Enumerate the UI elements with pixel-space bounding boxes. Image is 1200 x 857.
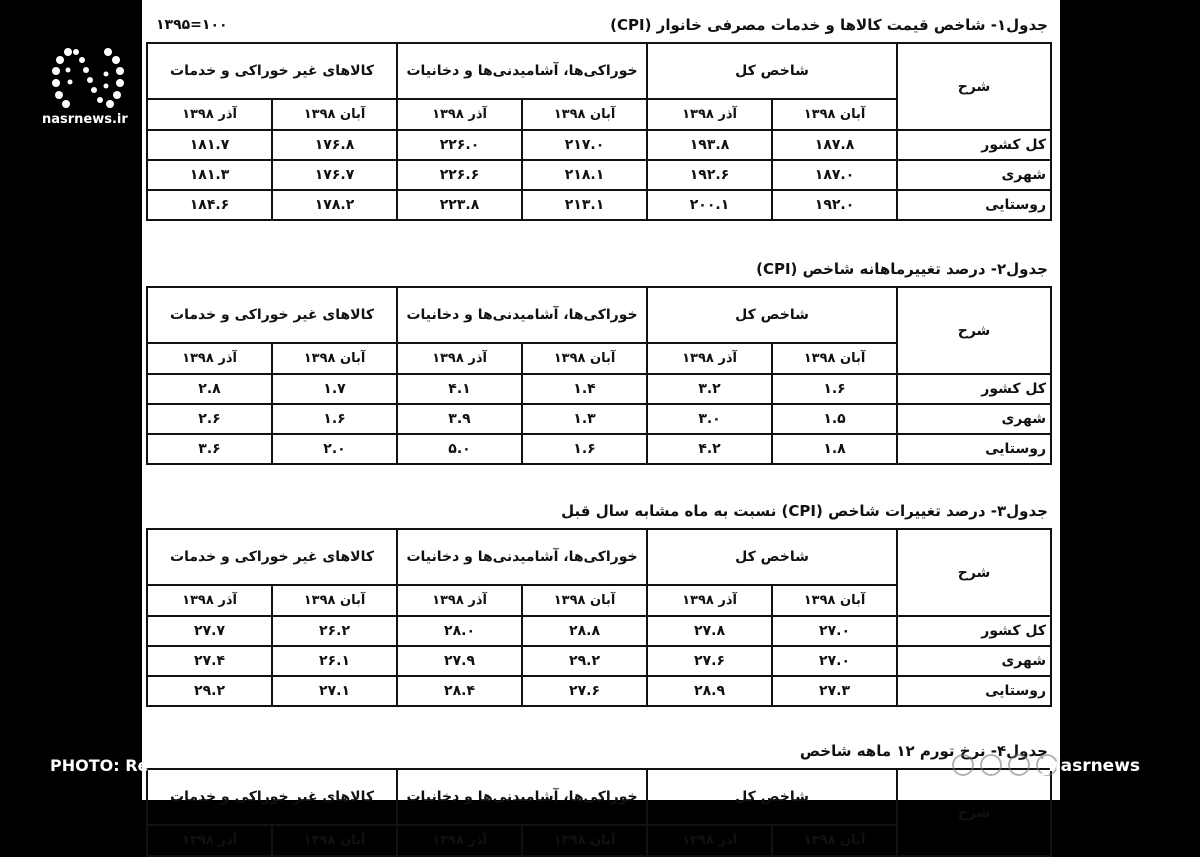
value-cell: ۲۸.۸: [522, 616, 647, 646]
month-header: آبان ۱۳۹۸: [272, 343, 397, 374]
value-cell: ۱۸۱.۷: [147, 130, 272, 160]
value-cell: ۲۷.۰: [772, 646, 897, 676]
group-header: خوراکی‌ها، آشامیدنی‌ها و دخانیات: [397, 43, 647, 99]
value-cell: ۱.۵: [772, 404, 897, 434]
group-header: کالاهای غیر خوراکی و خدمات: [147, 529, 397, 585]
month-header: آبان ۱۳۹۸: [522, 99, 647, 130]
table-title: جدول۴- نرخ تورم ۱۲ ماهه شاخص: [799, 742, 1048, 760]
table-row: [147, 404, 1051, 434]
month-header: آذر ۱۳۹۸: [397, 99, 522, 130]
value-cell: ۱.۳: [522, 404, 647, 434]
value-cell: ۲۷.۶: [522, 676, 647, 706]
month-header: آذر ۱۳۹۸: [647, 99, 772, 130]
month-header: آذر ۱۳۹۸: [147, 585, 272, 616]
value-cell: ۳.۹: [397, 404, 522, 434]
month-header: آبان ۱۳۹۸: [772, 99, 897, 130]
row-label-header: شرح: [897, 769, 1051, 856]
value-cell: ۱۹۲.۰: [772, 190, 897, 220]
twitter-icon: [1008, 754, 1030, 776]
value-cell: ۲۷.۶: [647, 646, 772, 676]
month-header: آذر ۱۳۹۸: [147, 825, 272, 856]
value-cell: ۲۷.۱: [272, 676, 397, 706]
value-cell: ۲۶.۱: [272, 646, 397, 676]
value-cell: ۱۸۷.۰: [772, 160, 897, 190]
document-page: [142, 0, 1060, 848]
row-label-header: شرح: [897, 529, 1051, 616]
month-header: آذر ۱۳۹۸: [647, 343, 772, 374]
value-cell: ۱۸۷.۸: [772, 130, 897, 160]
value-cell: ۲۲۳.۸: [397, 190, 522, 220]
instagram-icon: [952, 754, 974, 776]
row-label-header: شرح: [897, 43, 1051, 130]
month-header: آذر ۱۳۹۸: [647, 825, 772, 856]
month-header: آبان ۱۳۹۸: [772, 343, 897, 374]
region-label: کل کشور: [897, 130, 1051, 160]
month-header: آبان ۱۳۹۸: [772, 825, 897, 856]
header-row: [147, 43, 1051, 99]
region-label: شهری: [897, 160, 1051, 190]
group-header: کالاهای غیر خوراکی و خدمات: [147, 769, 397, 825]
cpi-table: [146, 528, 1052, 707]
value-cell: ۲۷.۳: [772, 676, 897, 706]
value-cell: ۲۷.۴: [147, 646, 272, 676]
table-row: [147, 646, 1051, 676]
value-cell: ۲۲۶.۰: [397, 130, 522, 160]
value-cell: ۱۷۶.۷: [272, 160, 397, 190]
group-header: شاخص کل: [647, 529, 897, 585]
telegram-icon: [980, 754, 1002, 776]
header-row: [147, 529, 1051, 585]
base-year-note: ۱۳۹۵=۱۰۰: [156, 17, 228, 33]
value-cell: ۲۱۳.۱: [522, 190, 647, 220]
cpi-table: [146, 768, 1052, 857]
value-cell: ۲۸.۴: [397, 676, 522, 706]
value-cell: ۲.۸: [147, 374, 272, 404]
month-header: آبان ۱۳۹۸: [272, 585, 397, 616]
row-label-header: شرح: [897, 287, 1051, 374]
nasrnews-logo: [48, 42, 128, 114]
table-row: [147, 676, 1051, 706]
header-row: [147, 769, 1051, 825]
table-title: جدول۳- درصد تغییرات شاخص (CPI) نسبت به ماه مشابه سال قبل: [561, 502, 1048, 520]
value-cell: ۱.۴: [522, 374, 647, 404]
value-cell: ۲۷.۹: [397, 646, 522, 676]
month-header: آذر ۱۳۹۸: [397, 343, 522, 374]
value-cell: ۱۸۴.۶: [147, 190, 272, 220]
value-cell: ۲۷.۸: [647, 616, 772, 646]
value-cell: ۲.۶: [147, 404, 272, 434]
group-header: شاخص کل: [647, 287, 897, 343]
month-header: آبان ۱۳۹۸: [772, 585, 897, 616]
value-cell: ۲۷.۷: [147, 616, 272, 646]
value-cell: ۳.۰: [647, 404, 772, 434]
value-cell: ۱.۸: [772, 434, 897, 464]
value-cell: ۲۸.۹: [647, 676, 772, 706]
value-cell: ۱.۶: [522, 434, 647, 464]
value-cell: ۱۸۱.۳: [147, 160, 272, 190]
value-cell: ۲۷.۰: [772, 616, 897, 646]
social-handle: _nasrnews: [1040, 756, 1141, 776]
month-header: آبان ۱۳۹۸: [522, 343, 647, 374]
value-cell: ۲۸.۰: [397, 616, 522, 646]
region-label: شهری: [897, 646, 1051, 676]
value-cell: ۴.۱: [397, 374, 522, 404]
value-cell: ۳.۶: [147, 434, 272, 464]
region-label: روستایی: [897, 190, 1051, 220]
value-cell: ۲۶.۲: [272, 616, 397, 646]
month-header: آبان ۱۳۹۸: [522, 825, 647, 856]
month-header: آذر ۱۳۹۸: [147, 99, 272, 130]
value-cell: ۴.۲: [647, 434, 772, 464]
value-cell: ۱.۶: [772, 374, 897, 404]
region-label: شهری: [897, 404, 1051, 434]
value-cell: ۵.۰: [397, 434, 522, 464]
region-label: کل کشور: [897, 616, 1051, 646]
value-cell: ۳.۲: [647, 374, 772, 404]
value-cell: ۲۹.۲: [147, 676, 272, 706]
value-cell: ۲۹.۲: [522, 646, 647, 676]
table-row: [147, 616, 1051, 646]
month-header: آذر ۱۳۹۸: [397, 585, 522, 616]
month-header: آبان ۱۳۹۸: [522, 585, 647, 616]
month-header: آذر ۱۳۹۸: [397, 825, 522, 856]
table-title: جدول۱- شاخص قیمت کالاها و خدمات مصرفی خانوار (CPI): [610, 16, 1048, 34]
table-row: [147, 190, 1051, 220]
table-row: [147, 434, 1051, 464]
value-cell: ۱۹۳.۸: [647, 130, 772, 160]
group-header: کالاهای غیر خوراکی و خدمات: [147, 43, 397, 99]
value-cell: ۲۱۷.۰: [522, 130, 647, 160]
photo-credit: PHOTO: Re: [50, 756, 149, 775]
value-cell: ۱۹۲.۶: [647, 160, 772, 190]
value-cell: ۲.۰: [272, 434, 397, 464]
cpi-table: [146, 42, 1052, 221]
group-header: کالاهای غیر خوراکی و خدمات: [147, 287, 397, 343]
cpi-table: [146, 286, 1052, 465]
month-header: آبان ۱۳۹۸: [272, 825, 397, 856]
group-header: شاخص کل: [647, 43, 897, 99]
value-cell: ۱۷۶.۸: [272, 130, 397, 160]
group-header: شاخص کل: [647, 769, 897, 825]
month-header: آذر ۱۳۹۸: [147, 343, 272, 374]
region-label: کل کشور: [897, 374, 1051, 404]
month-header: آذر ۱۳۹۸: [647, 585, 772, 616]
site-name: nasrnews.ir: [42, 112, 128, 127]
value-cell: ۲۱۸.۱: [522, 160, 647, 190]
table-title: جدول۲- درصد تغییرماهانه شاخص (CPI): [756, 260, 1048, 278]
region-label: روستایی: [897, 676, 1051, 706]
header-row: [147, 287, 1051, 343]
table-row: [147, 374, 1051, 404]
group-header: خوراکی‌ها، آشامیدنی‌ها و دخانیات: [397, 529, 647, 585]
group-header: خوراکی‌ها، آشامیدنی‌ها و دخانیات: [397, 769, 647, 825]
value-cell: ۱۷۸.۲: [272, 190, 397, 220]
value-cell: ۱.۷: [272, 374, 397, 404]
month-header: آبان ۱۳۹۸: [272, 99, 397, 130]
region-label: روستایی: [897, 434, 1051, 464]
table-row: [147, 160, 1051, 190]
value-cell: ۲۰۰.۱: [647, 190, 772, 220]
value-cell: ۱.۶: [272, 404, 397, 434]
table-row: [147, 130, 1051, 160]
value-cell: ۲۲۶.۶: [397, 160, 522, 190]
group-header: خوراکی‌ها، آشامیدنی‌ها و دخانیات: [397, 287, 647, 343]
